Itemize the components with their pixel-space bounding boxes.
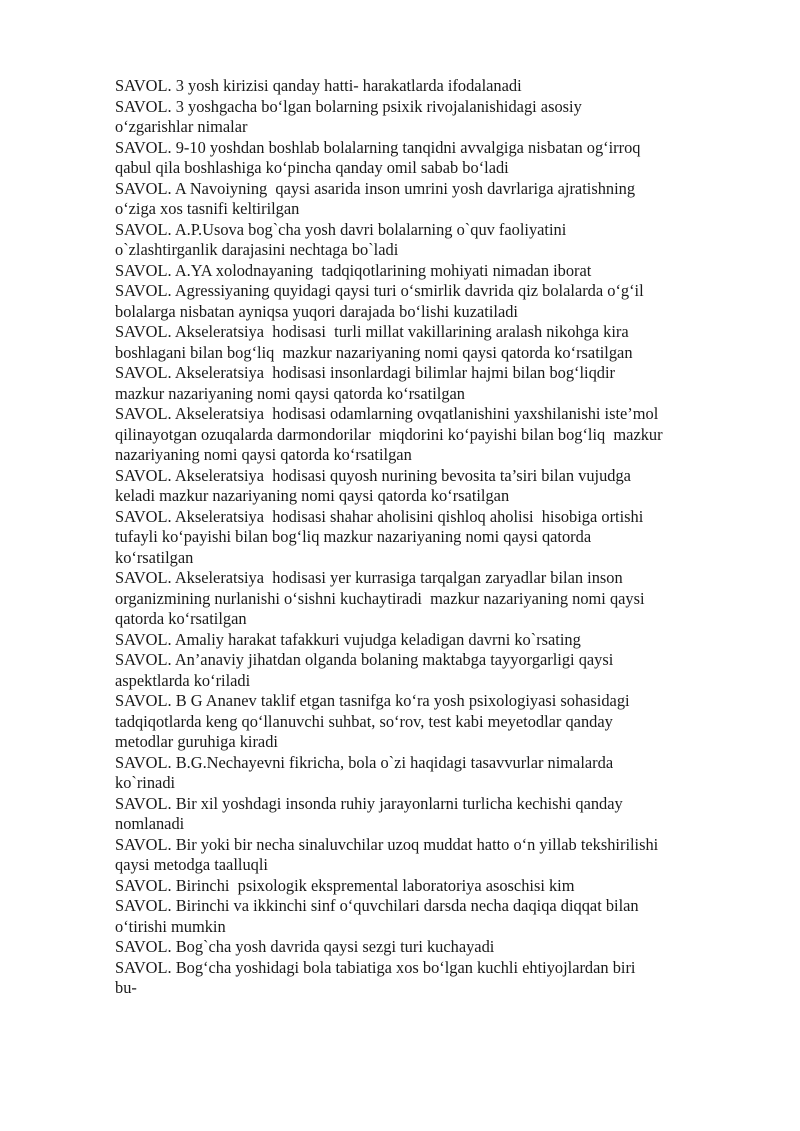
text-line: aspektlarda ko‘riladi (115, 670, 251, 690)
text-line: metodlar guruhiga kiradi (115, 732, 278, 751)
text-line: SAVOL. B G Ananev taklif etgan tasnifga ko‘ra yosh psixologiyasi sohasidagi (115, 691, 630, 710)
text-line: qaysi metodga taalluqli (115, 855, 268, 874)
text-line: SAVOL. A.P.Usova bog`cha yosh davri bolalarning o`quv faoliyatini (115, 219, 567, 239)
text-line: SAVOL. A.YA xolodnayaning tadqiqotlarining mohiyati nimadan iborat (115, 260, 592, 280)
text-line: tufayli ko‘payishi bilan bog‘liq mazkur nazariyaning nomi qaysi qatorda (115, 527, 592, 546)
text-line: SAVOL. B.G.Nechayevni fikricha, bola o`zi haqidagi tasavvurlar nimalarda (115, 752, 614, 772)
text-line: o`zlashtirganlik darajasini nechtaga bo`ladi (115, 240, 399, 259)
text-line: nazariyaning nomi qaysi qatorda ko‘rsatilgan (115, 445, 412, 464)
text-line: SAVOL. Akseleratsiya hodisasi quyosh nurining bevosita ta’siri bilan vujudga (115, 465, 631, 485)
text-line: SAVOL. Bog`cha yosh davrida qaysi sezgi turi kuchayadi (115, 937, 495, 956)
text-line: SAVOL. Bog‘cha yoshidagi bola tabiatiga xos bo‘lgan kuchli ehtiyojlardan biri (115, 957, 636, 977)
text-line: ko‘rsatilgan (115, 547, 194, 567)
text-line: SAVOL. Agressiyaning quyidagi qaysi turi o‘smirlik davrida qiz bolalarda o‘g‘il (115, 281, 644, 300)
text-line: keladi mazkur nazariyaning nomi qaysi qatorda ko‘rsatilgan (115, 486, 510, 505)
text-line: SAVOL. An’anaviy jihatdan olganda bolaning maktabga tayyorgarligi qaysi (115, 650, 614, 669)
text-line: SAVOL. Birinchi va ikkinchi sinf o‘quvchilari darsda necha daqiqa diqqat bilan (115, 896, 639, 915)
text-line: SAVOL. Akseleratsiya hodisasi turli millat vakillarining aralash nikohga kira (115, 322, 629, 341)
text-line: nomlanadi (115, 814, 185, 833)
text-line: SAVOL. A Navoiyning qaysi asarida inson umrini yosh davrlariga ajratishning (115, 178, 636, 198)
text-line: qilinayotgan ozuqalarda darmondorilar miqdorini ko‘payishi bilan bog‘liq mazkur (115, 424, 663, 444)
text-line: SAVOL. Bir yoki bir necha sinaluvchilar uzoq muddat hatto o‘n yillab tekshirilishi (115, 834, 659, 854)
text-line: boshlagani bilan bog‘liq mazkur nazariyaning nomi qaysi qatorda ko‘rsatilgan (115, 342, 633, 362)
text-line: SAVOL. Bir xil yoshdagi insonda ruhiy jarayonlarni turlicha kechishi qanday (115, 793, 623, 813)
text-line: SAVOL. Amaliy harakat tafakkuri vujudga keladigan davrni ko`rsating (115, 629, 581, 649)
text-line: organizmining nurlanishi o‘sishni kuchaytiradi mazkur nazariyaning nomi qaysi (115, 588, 645, 608)
text-line: o‘tirishi mumkin (115, 916, 226, 936)
text-line: SAVOL. Birinchi psixologik ekspremental laboratoriya asoschisi kim (115, 875, 575, 895)
text-line: SAVOL. Akseleratsiya hodisasi insonlardagi bilimlar hajmi bilan bog‘liqdir (115, 363, 616, 382)
text-line: mazkur nazariyaning nomi qaysi qatorda ko‘rsatilgan (115, 383, 466, 403)
text-line: ko`rinadi (115, 773, 176, 792)
text-line: SAVOL. 3 yosh kirizisi qanday hatti- harakatlarda ifodalanadi (115, 76, 522, 95)
text-line: qatorda ko‘rsatilgan (115, 609, 247, 628)
text-line: SAVOL. Akseleratsiya hodisasi shahar aholisini qishloq aholisi hisobiga ortishi (115, 506, 644, 526)
text-line: bolalarga nisbatan ayniqsa yuqori darajada bo‘lishi kuzatiladi (115, 301, 518, 321)
text-line: o‘ziga xos tasnifi keltirilgan (115, 199, 300, 218)
text-line: SAVOL. Akseleratsiya hodisasi odamlarning ovqatlanishini yaxshilanishi iste’mol (115, 404, 659, 423)
text-line: o‘zgarishlar nimalar (115, 117, 248, 136)
text-line: SAVOL. Akseleratsiya hodisasi yer kurrasiga tarqalgan zaryadlar bilan inson (115, 568, 623, 587)
text-line: SAVOL. 9-10 yoshdan boshlab bolalarning tanqidni avvalgiga nisbatan og‘irroq (115, 137, 641, 157)
question-list (115, 76, 745, 999)
text-line: bu- (115, 978, 137, 997)
text-line: tadqiqotlarda keng qo‘llanuvchi suhbat, so‘rov, test kabi meyetodlar qanday (115, 711, 613, 731)
text-line: qabul qila boshlashiga ko‘pincha qanday omil sabab bo‘ladi (115, 158, 509, 177)
text-line: SAVOL. 3 yoshgacha bo‘lgan bolarning psixik rivojalanishidagi asosiy (115, 96, 582, 116)
